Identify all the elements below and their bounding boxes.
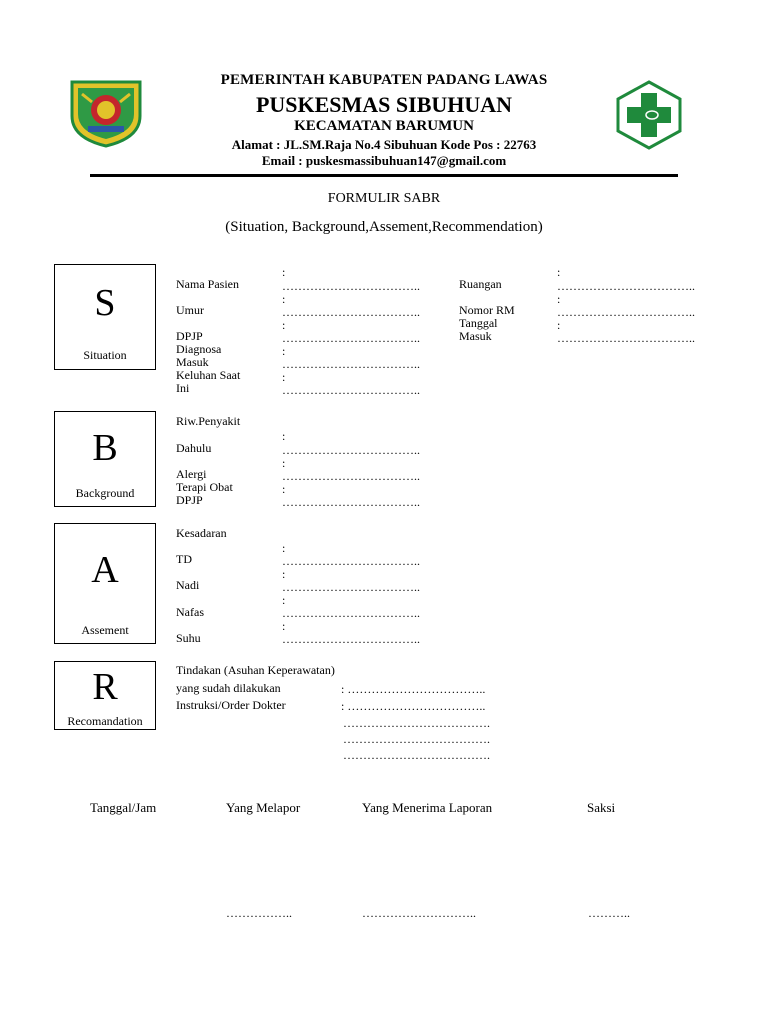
- label-alergi: Alergi: [176, 467, 207, 481]
- label-ini: Ini: [176, 381, 190, 395]
- instruksi-field-line: ……………………………….: [343, 748, 490, 762]
- label-ruangan: Ruangan: [459, 277, 502, 291]
- field-colon: :: [282, 318, 286, 332]
- situation-box: [54, 264, 156, 370]
- nadi-field: ……………………………..: [282, 580, 420, 594]
- header-puskesmas: PUSKESMAS SIBUHUAN: [255, 92, 513, 117]
- tanggal-masuk-field: ……………………………..: [557, 331, 695, 345]
- sig-saksi-line: ………..: [588, 906, 630, 920]
- label-nafas: Nafas: [176, 605, 204, 619]
- nama-pasien-field: ……………………………..: [282, 279, 420, 293]
- field-colon: :: [282, 344, 286, 358]
- header-divider: [90, 174, 678, 177]
- assesment-letter: A: [91, 549, 119, 591]
- field-colon: :: [282, 429, 286, 443]
- dpjp-field: ……………………………..: [282, 331, 420, 345]
- header-email: Email : puskesmassibuhuan147@gmail.com: [261, 153, 507, 168]
- label-dpjp-b: DPJP: [176, 493, 203, 507]
- field-colon: :: [282, 567, 286, 581]
- background-letter: B: [92, 427, 118, 469]
- sig-melapor-line: ……………..: [226, 906, 292, 920]
- label-terapi-obat: Terapi Obat: [176, 480, 233, 494]
- header-government: PEMERINTAH KABUPATEN PADANG LAWAS: [220, 72, 548, 88]
- label-riw-penyakit: Riw.Penyakit: [176, 414, 241, 428]
- alergi-field: ……………………………..: [282, 469, 420, 483]
- situation-letter: S: [94, 282, 116, 324]
- sig-tanggal-jam: Tanggal/Jam: [90, 800, 157, 815]
- header-address: Alamat : JL.SM.Raja No.4 Sibuhuan Kode Pos : 22763: [231, 137, 537, 152]
- instruksi-field-line: ……………………………….: [343, 732, 490, 746]
- label-kesadaran: Kesadaran: [176, 526, 227, 540]
- label-dpjp: DPJP: [176, 329, 203, 343]
- label-tindakan: Tindakan (Asuhan Keperawatan): [176, 663, 335, 677]
- form-subtitle: (Situation, Background,Assement,Recommendation): [225, 219, 543, 235]
- sig-yang-melapor: Yang Melapor: [226, 800, 301, 815]
- assesment-box: [54, 523, 156, 644]
- label-dahulu: Dahulu: [176, 441, 212, 455]
- field-colon: :: [282, 370, 286, 384]
- field-colon: :: [282, 456, 286, 470]
- background-caption: Background: [75, 486, 135, 500]
- nafas-field: ……………………………..: [282, 606, 420, 620]
- suhu-field: ……………………………..: [282, 632, 420, 646]
- label-umur: Umur: [176, 303, 204, 317]
- field-colon: :: [282, 292, 286, 306]
- riw-penyakit-field: ……………………………..: [282, 443, 420, 457]
- recommendation-letter: R: [92, 666, 118, 708]
- sig-menerima-line: ………………………..: [362, 906, 476, 920]
- label-diagnosa: Diagnosa: [176, 342, 222, 356]
- field-colon: :: [282, 265, 286, 279]
- label-tanggal: Tanggal: [459, 316, 498, 330]
- assesment-caption: Assement: [81, 623, 129, 637]
- field-colon: :: [557, 265, 561, 279]
- label-nama-pasien: Nama Pasien: [176, 277, 239, 291]
- field-colon: :: [282, 482, 286, 496]
- tindakan-field: : ……………………………..: [341, 682, 486, 696]
- field-colon: :: [282, 619, 286, 633]
- umur-field: ……………………………..: [282, 305, 420, 319]
- label-suhu: Suhu: [176, 631, 201, 645]
- label-keluhan: Keluhan Saat: [176, 368, 241, 382]
- label-nomor-rm: Nomor RM: [459, 303, 515, 317]
- sig-saksi: Saksi: [587, 800, 616, 815]
- instruksi-field-line: ……………………………….: [343, 716, 490, 730]
- label-td: TD: [176, 552, 192, 566]
- label-nadi: Nadi: [176, 578, 200, 592]
- sig-yang-menerima: Yang Menerima Laporan: [362, 800, 493, 815]
- field-colon: :: [557, 318, 561, 332]
- form-title: FORMULIR SABR: [327, 191, 441, 206]
- label-sudah-dilakukan: yang sudah dilakukan: [176, 681, 281, 695]
- nomor-rm-field: ……………………………..: [557, 305, 695, 319]
- field-colon: :: [282, 541, 286, 555]
- label-masuk: Masuk: [176, 355, 209, 369]
- recommendation-box: [54, 661, 156, 730]
- recommendation-caption: Recomandation: [67, 714, 143, 728]
- diagnosa-field: ……………………………..: [282, 357, 420, 371]
- header-kecamatan: KECAMATAN BARUMUN: [294, 118, 474, 134]
- ruangan-field: ……………………………..: [557, 279, 695, 293]
- terapi-obat-field: ……………………………..: [282, 495, 420, 509]
- label-instruksi: Instruksi/Order Dokter: [176, 698, 286, 712]
- background-box: [54, 411, 156, 507]
- keluhan-field: ……………………………..: [282, 383, 420, 397]
- field-colon: :: [557, 292, 561, 306]
- label-masuk-2: Masuk: [459, 329, 492, 343]
- instruksi-field: : ……………………………..: [341, 699, 486, 713]
- field-colon: :: [282, 593, 286, 607]
- td-field: ……………………………..: [282, 554, 420, 568]
- situation-caption: Situation: [83, 348, 127, 362]
